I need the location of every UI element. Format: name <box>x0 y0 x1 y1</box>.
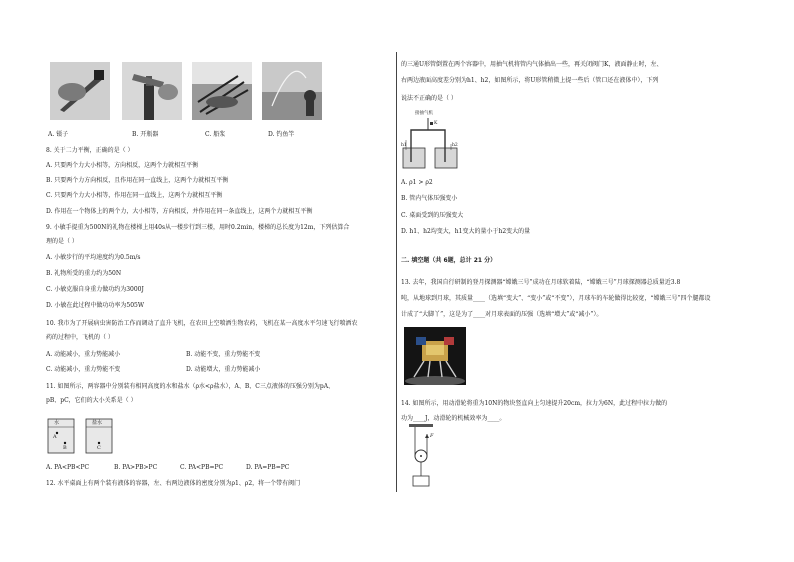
pump-label: 接抽气机 <box>415 111 433 116</box>
q11-container-figure <box>46 413 116 455</box>
q12-stem: 12. 水平桌面上有两个装有液体的容器，左、右两边液体的密度分别为ρ1、ρ2，将一个带有阀门 <box>46 480 301 487</box>
left-column <box>0 0 396 562</box>
q12-option-b: B. 管内气体压强变小 <box>401 195 458 202</box>
q9-option-d: D. 小敏在此过程中做功功率为505W <box>46 302 145 309</box>
q12-cont-line1: 的三通U形管倒置在两个容器中，用抽气机将管内气体抽出一些，再关闭阀门K，液面静止时，左、 <box>401 61 663 68</box>
q11-option-c: C. PA<PB=PC <box>180 464 224 471</box>
q11-option-d: D. PA=PB=PC <box>246 464 290 471</box>
q9-option-a: A. 小敏步行的平均速度约为0.5m/s <box>46 254 141 261</box>
right-column <box>397 0 794 562</box>
q11-stem: 11. 如图所示，两容器中分别装有相同高度的水和盐水（ρ水<ρ盐水），A、B、C三点液体的压强分别为pA、 <box>46 383 335 390</box>
point-b-label: B <box>63 445 67 451</box>
q9-stem-cont: 理的是（ ） <box>46 238 78 245</box>
option-c: C. 船浆 <box>205 131 226 138</box>
q10-stem: 10. 我市为了开展病虫害防治工作而调动了直升飞机，在农田上空喷洒生物农药，飞机在某一高度水平匀速飞行喷洒农 <box>46 320 358 327</box>
q13-line1: 13. 去年，我国自行研制的登月探测器“嫦娥三号”成功在月球软着陆，“嫦娥三号”月球探测器总质量近3.8 <box>401 279 681 286</box>
q14-line2: 功为____J，动滑轮的机械效率为____。 <box>401 415 506 422</box>
point-c-label: C <box>97 445 101 451</box>
tweezers-photo <box>50 62 110 120</box>
block-icon <box>413 476 429 486</box>
q12-cont-line3: 说法不正确的是（ ） <box>401 95 457 102</box>
h1-label: h1 <box>401 143 407 148</box>
pulley-figure <box>407 422 441 490</box>
q8-option-c: C. 只要两个力大小相等，作用在同一直线上，这两个力就相互平衡 <box>46 192 223 199</box>
lunar-lander-photo <box>404 327 466 385</box>
option-d: D. 钓鱼竿 <box>268 131 295 138</box>
q8-option-b: B. 只要两个力方向相反，且作用在同一直线上，这两个力就相互平衡 <box>46 177 229 184</box>
valve-k-icon <box>430 122 433 125</box>
option-a: A. 镊子 <box>48 131 69 138</box>
brine-label: 盐水 <box>92 420 103 426</box>
q12-cont-line2: 右两边液面高度差分别为h1、h2，如图所示，将U形管稍微上提一些后（管口还在液体中），下列 <box>401 77 659 84</box>
q12-option-d: D. h1、h2均变大，h1变大的量小于h2变大的量 <box>401 228 531 235</box>
q13-line3: 计成了“大脚丫”，这是为了____对月球表面的压强（选填“增大”或“减小”）。 <box>401 311 603 318</box>
option-b: B. 开瓶器 <box>132 131 159 138</box>
q11-stem-cont: pB、pC，它们的大小关系是（ ） <box>46 397 137 404</box>
q10-option-b: B. 动能不变，重力势能不变 <box>186 351 261 358</box>
q12-option-c: C. 桌面受到的压强变大 <box>401 212 464 219</box>
fishing-rod-photo <box>262 62 322 120</box>
q9-stem: 9. 小敏手提重为500N的礼物在楼梯上用40s从一楼步行到三楼，用时0.2min，楼梯的总长度为12m，下列估算合 <box>46 224 350 231</box>
u-tube-figure <box>401 110 461 170</box>
point-a-label: A <box>53 434 57 440</box>
water-label: 水 <box>54 420 60 426</box>
q10-option-c: C. 动能减小，重力势能不变 <box>46 366 121 373</box>
oars-photo <box>192 62 252 120</box>
q10-stem-cont: 药的过程中，飞机的（ ） <box>46 334 114 341</box>
q8-stem: 8. 关于二力平衡，正确的是（ ） <box>46 147 134 154</box>
bottle-opener-photo <box>122 62 182 120</box>
q8-option-d: D. 作用在一个物体上的两个力，大小相等，方向相反，并作用在同一条直线上，这两个力就相互平衡 <box>46 208 313 215</box>
h2-label: h2 <box>452 143 458 148</box>
q13-line2: 吨，从地球到月球，其质量____（选填“变大”、“变小”或“不变”），月球车的车轮做得比较宽，“嫦娥三号”四个腿都设 <box>401 295 711 302</box>
q10-option-d: D. 动能增大，重力势能减小 <box>186 366 261 373</box>
q10-option-a: A. 动能减小，重力势能减小 <box>46 351 121 358</box>
q11-option-a: A. PA<PB<PC <box>46 464 90 471</box>
valve-k-label: K <box>434 121 438 126</box>
q9-option-c: C. 小敏克服自身重力做功约为3000J <box>46 286 144 293</box>
force-f-label: F <box>430 433 434 439</box>
q11-option-b: B. PA>PB>PC <box>114 464 158 471</box>
q14-line1: 14. 如图所示，用动滑轮将重为10N的物块竖直向上匀速提升20cm，拉力为6N，此过程中拉力做的 <box>401 400 668 407</box>
q12-option-a: A. ρ1 > ρ2 <box>401 179 433 186</box>
section-fill-blank-title: 二. 填空题（共 6题，总计 21 分） <box>401 257 497 264</box>
force-arrow-icon <box>425 434 429 438</box>
q9-option-b: B. 礼物所受的重力约为50N <box>46 270 122 277</box>
q8-option-a: A. 只要两个力大小相等，方向相反，这两个力就相互平衡 <box>46 162 199 169</box>
